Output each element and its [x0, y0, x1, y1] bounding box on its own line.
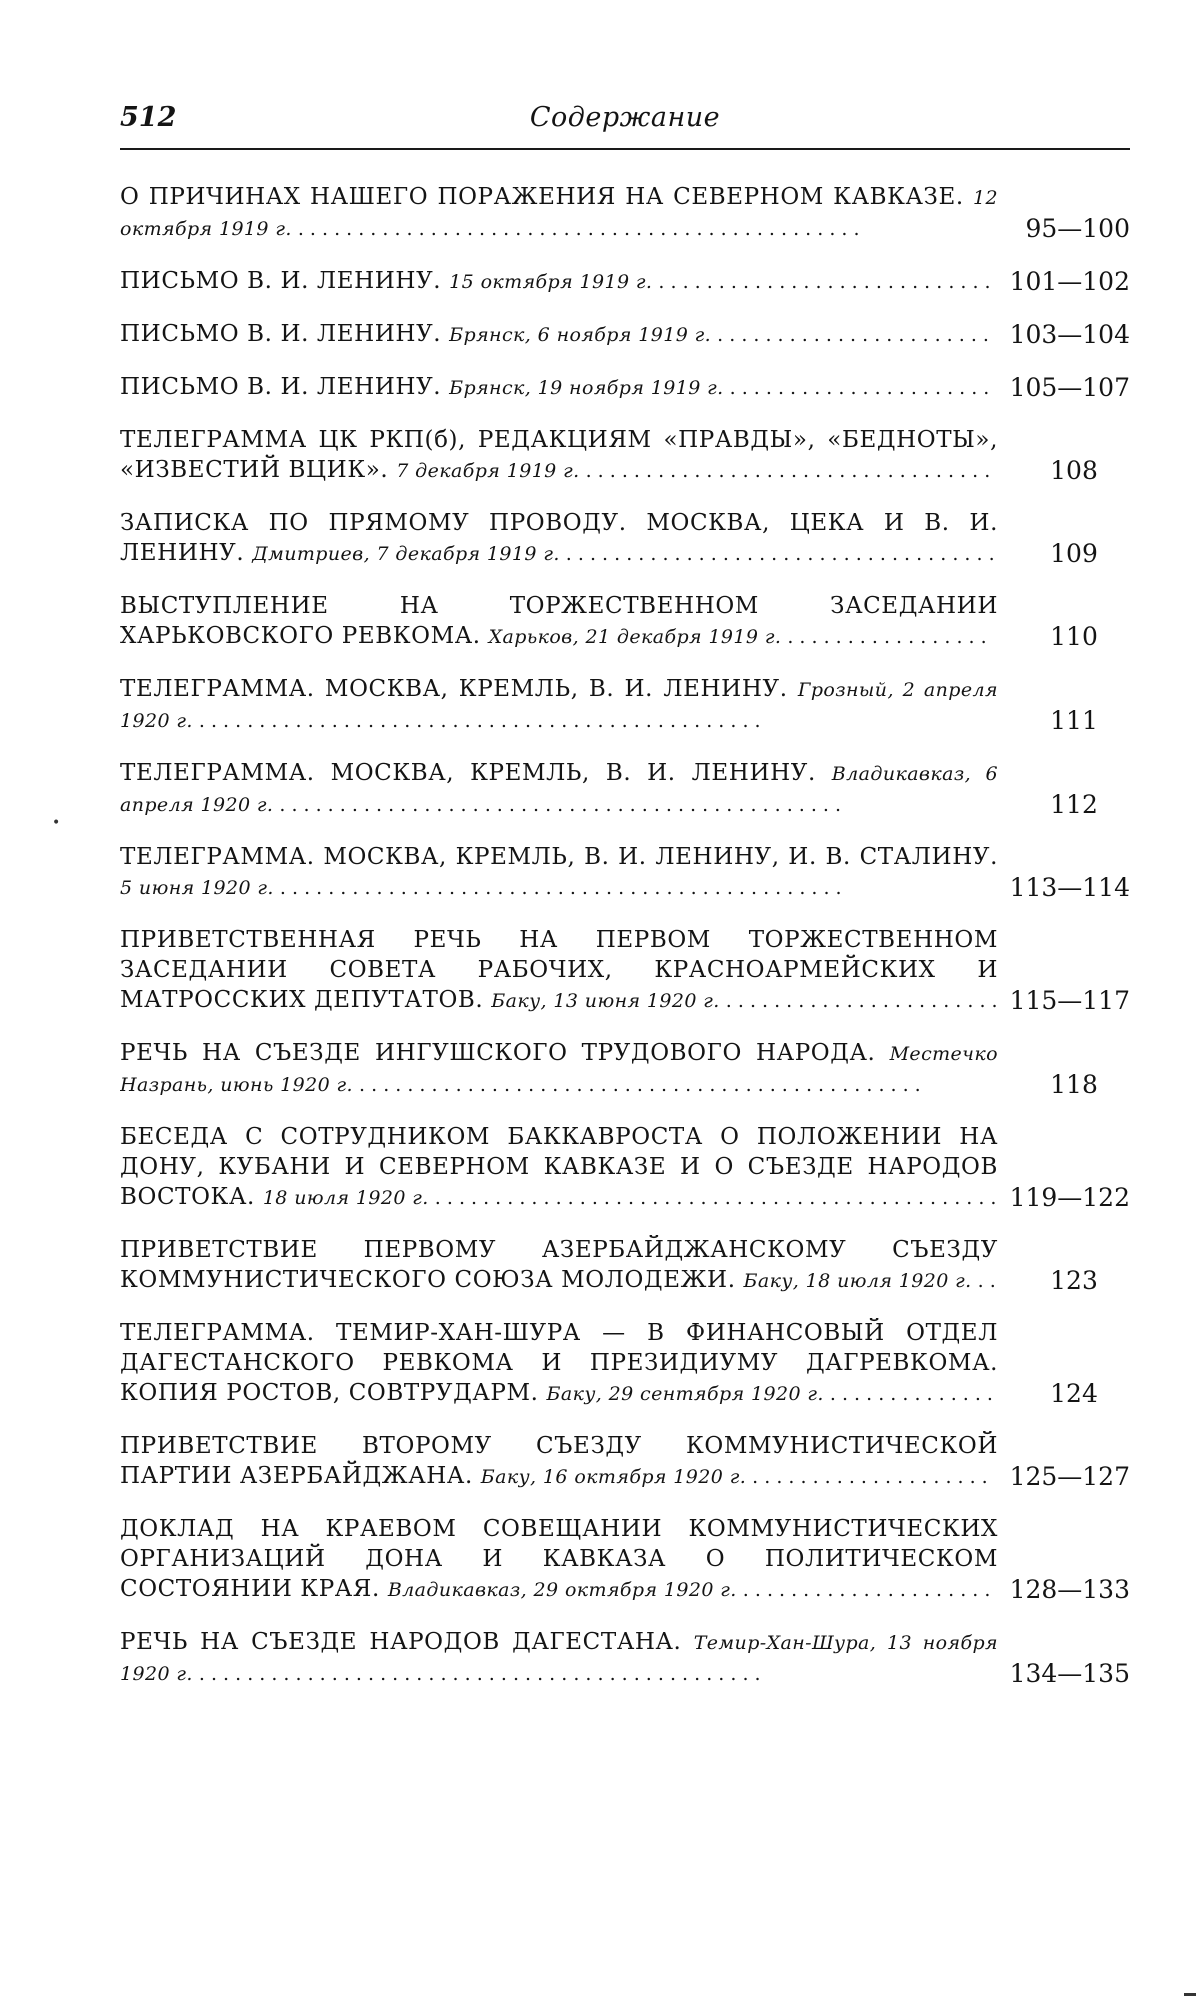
entry-title: ТЕЛЕГРАММА. МОСКВА, КРЕМЛЬ, В. И. ЛЕНИНУ, И. В. СТАЛИНУ.	[120, 844, 998, 870]
entry-pages: 103—104	[1009, 320, 1130, 349]
entry-title: ДОКЛАД НА КРАЕВОМ СОВЕЩАНИИ КОММУНИСТИЧЕСКИХ ОРГАНИЗАЦИЙ ДОНА И КАВКАЗА О ПОЛИТИЧЕСКОМ СОСТОЯНИИ КРАЯ.	[120, 1516, 998, 1602]
toc-entry	[120, 674, 1130, 736]
entry-text	[120, 674, 998, 736]
entry-text	[120, 182, 998, 244]
dot-leader: . . . . . . . . . . . . . . . . . . . . . . . . . . . .	[652, 271, 991, 293]
entry-pages: 113—114	[1009, 873, 1130, 902]
toc-entry	[120, 508, 1130, 569]
toc-entry	[120, 1431, 1130, 1492]
entry-title: ПИСЬМО В. И. ЛЕНИНУ.	[120, 321, 442, 347]
entry-place-date: Харьков, 21 декабря 1919 г.	[488, 626, 782, 648]
dot-leader: . . . . . . . . . . . . . . . . . . . . . . . . . . . . . . . . . .	[579, 460, 991, 482]
dot-leader: . . . . . . . . . . . . . . . . . . . . . . . . . . . . . . . . . . . . . . . . . . . . . . .	[353, 1074, 921, 1096]
dot-leader: . . . . . . . . . . . . . . . . . . . . . . . . . . . . . . . . . . . . . . . . . . . . . . .	[192, 710, 761, 732]
entry-title: ТЕЛЕГРАММА ЦК РКП(б), РЕДАКЦИЯМ «ПРАВДЫ», «БЕДНОТЫ», «ИЗВЕСТИЙ ВЦИК».	[120, 427, 998, 483]
toc-page	[120, 98, 1130, 1711]
entry-text	[120, 591, 998, 652]
entry-place-date: Темир-Хан-Шура, 13 ноября 1920 г.	[120, 1632, 998, 1685]
entry-text	[120, 1235, 998, 1296]
entry-pages: 95—100	[1025, 214, 1130, 243]
toc-entry	[120, 319, 1130, 350]
entry-title: ПИСЬМО В. И. ЛЕНИНУ.	[120, 374, 442, 400]
entry-title: БЕСЕДА С СОТРУДНИКОМ БАККАВРОСТА О ПОЛОЖЕНИИ НА ДОНУ, КУБАНИ И СЕВЕРНОМ КАВКАЗЕ И О СЪЕЗДЕ НАРОДОВ ВОСТОКА.	[120, 1124, 998, 1210]
entry-pages: 115—117	[1009, 986, 1130, 1015]
entry-text	[120, 1318, 998, 1409]
entry-title: ТЕЛЕГРАММА. ТЕМИР-ХАН-ШУРА — В ФИНАНСОВЫЙ ОТДЕЛ ДАГЕСТАНСКОГО РЕВКОМА И ПРЕЗИДИУМУ ДАГРЕВКОМА. КОПИЯ РОСТОВ, СОВТРУДАРМ.	[120, 1320, 998, 1406]
entry-pages: 118	[1050, 1070, 1098, 1099]
dot-leader: . . . . . . . . . . . . . . . . . . . . . . .	[719, 990, 998, 1012]
entry-text	[120, 1627, 998, 1689]
toc-entries	[120, 182, 1130, 1689]
entry-title: О ПРИЧИНАХ НАШЕГО ПОРАЖЕНИЯ НА СЕВЕРНОМ КАВКАЗЕ.	[120, 184, 964, 210]
entry-pages: 125—127	[1009, 1462, 1130, 1491]
dot-leader: . .	[971, 1270, 996, 1292]
entry-place-date: Грозный, 2 апреля 1920 г.	[120, 679, 998, 732]
entry-place-date: 12 октября 1919 г.	[120, 187, 998, 240]
entry-text	[120, 1122, 998, 1213]
entry-pages: 123	[1050, 1266, 1098, 1295]
toc-entry	[120, 925, 1130, 1016]
entry-title: ПРИВЕТСТВЕННАЯ РЕЧЬ НА ПЕРВОМ ТОРЖЕСТВЕННОМ ЗАСЕДАНИИ СОВЕТА РАБОЧИХ, КРАСНОАРМЕЙСКИХ И МАТРОССКИХ ДЕПУТАТОВ.	[120, 927, 998, 1013]
entry-place-date: Баку, 13 июня 1920 г.	[491, 990, 720, 1012]
entry-text	[120, 1514, 998, 1605]
entry-place-date: 7 декабря 1919 г.	[396, 460, 580, 482]
dot-leader: . . . . . . . . . . . . . . . . . . . .	[746, 1466, 988, 1488]
toc-entry	[120, 591, 1130, 652]
dot-leader: . . . . . . . . . . . . . . . . . . . . . . . . . . . . . . . . . . . . . . . . . . . . . . .	[192, 1663, 761, 1685]
entry-place-date: 5 июня 1920 г.	[120, 877, 274, 899]
entry-text	[120, 1431, 998, 1492]
dot-leader: . . . . . . . . . . . . . . . . .	[781, 626, 987, 648]
entry-title: РЕЧЬ НА СЪЕЗДЕ НАРОДОВ ДАГЕСТАНА.	[120, 1629, 682, 1655]
entry-place-date: Дмитриев, 7 декабря 1919 г.	[252, 543, 560, 565]
toc-entry	[120, 1318, 1130, 1409]
entry-place-date: Владикавказ, 29 октября 1920 г.	[387, 1579, 737, 1601]
entry-pages: 134—135	[1009, 1659, 1130, 1688]
entry-text	[120, 925, 998, 1016]
entry-pages: 110	[1050, 622, 1098, 651]
toc-entry	[120, 1038, 1130, 1100]
toc-entry	[120, 842, 1130, 903]
entry-pages: 128—133	[1009, 1575, 1130, 1604]
entry-pages: 101—102	[1009, 267, 1130, 296]
dot-leader: . . . . . . . . . . . . . . . . . . . . . . .	[711, 324, 989, 346]
toc-entry	[120, 1514, 1130, 1605]
page-number: 512	[120, 102, 177, 133]
page-header	[120, 98, 1130, 150]
entry-title: ЗАПИСКА ПО ПРЯМОМУ ПРОВОДУ. МОСКВА, ЦЕКА И В. И. ЛЕНИНУ.	[120, 510, 998, 566]
dot-leader: . . . . . . . . . . . . . . . . . . . . . . . . . . . . . . . . . . . . . . . . . . . . . . .	[291, 218, 860, 240]
entry-title: ПРИВЕТСТВИЕ ВТОРОМУ СЪЕЗДУ КОММУНИСТИЧЕСКОЙ ПАРТИИ АЗЕРБАЙДЖАНА.	[120, 1433, 998, 1489]
entry-text	[120, 1038, 998, 1100]
entry-title: РЕЧЬ НА СЪЕЗДЕ ИНГУШСКОГО ТРУДОВОГО НАРОДА.	[120, 1040, 876, 1066]
dot-leader: . . . . . . . . . . . . . . . . . . . . . . . . . . . . . . . . . . . . . . . . . . . . . . .	[273, 794, 842, 816]
toc-entry	[120, 1627, 1130, 1689]
entry-place-date: Баку, 18 июля 1920 г.	[743, 1270, 972, 1292]
entry-pages: 111	[1050, 706, 1098, 735]
corner-mark	[1184, 1993, 1196, 1996]
entry-text	[120, 372, 998, 403]
entry-text	[120, 319, 998, 350]
entry-text	[120, 758, 998, 820]
entry-pages: 108	[1050, 456, 1098, 485]
entry-place-date: Местечко Назрань, июнь 1920 г.	[120, 1043, 998, 1096]
toc-entry	[120, 425, 1130, 486]
toc-entry	[120, 1235, 1130, 1296]
toc-entry	[120, 758, 1130, 820]
entry-place-date: Брянск, 19 ноября 1919 г.	[449, 377, 724, 399]
entry-place-date: Брянск, 6 ноября 1919 г.	[449, 324, 712, 346]
entry-title: ПРИВЕТСТВИЕ ПЕРВОМУ АЗЕРБАЙДЖАНСКОМУ СЪЕЗДУ КОММУНИСТИЧЕСКОГО СОЮЗА МОЛОДЕЖИ.	[120, 1237, 998, 1293]
margin-dot: •	[52, 815, 61, 831]
entry-place-date: Баку, 16 октября 1920 г.	[480, 1466, 747, 1488]
entry-text	[120, 266, 998, 297]
entry-title: ТЕЛЕГРАММА. МОСКВА, КРЕМЛЬ, В. И. ЛЕНИНУ.	[120, 676, 788, 702]
entry-place-date: Владикавказ, 6 апреля 1920 г.	[120, 763, 998, 816]
entry-title: ТЕЛЕГРАММА. МОСКВА, КРЕМЛЬ, В. И. ЛЕНИНУ.	[120, 760, 816, 786]
entry-pages: 112	[1050, 790, 1098, 819]
entry-text	[120, 425, 998, 486]
entry-place-date: 15 октября 1919 г.	[449, 271, 653, 293]
dot-leader: . . . . . . . . . . . . . . . . . . . . . . . . . . . . . . . . . . . . . . . . . . . . . . .	[273, 877, 842, 899]
toc-entry	[120, 1122, 1130, 1213]
toc-entry	[120, 266, 1130, 297]
entry-pages: 124	[1050, 1379, 1098, 1408]
entry-place-date: Баку, 29 сентября 1920 г.	[546, 1383, 824, 1405]
entry-title: ВЫСТУПЛЕНИЕ НА ТОРЖЕСТВЕННОМ ЗАСЕДАНИИ ХАРЬКОВСКОГО РЕВКОМА.	[120, 593, 998, 649]
dot-leader: . . . . . . . . . . . . . . . . . . . . . . . . . . . . . . . . . . . .	[559, 543, 995, 565]
entry-title: ПИСЬМО В. И. ЛЕНИНУ.	[120, 268, 442, 294]
running-title: Содержание	[529, 102, 721, 133]
entry-pages: 109	[1050, 539, 1098, 568]
dot-leader: . . . . . . . . . . . . . . . . . . . . . .	[723, 377, 990, 399]
entry-pages: 105—107	[1009, 373, 1130, 402]
dot-leader: . . . . . . . . . . . . . . . . . . . . . . . . . . . . . . . . . . . . . . . . . . . . . . .	[428, 1187, 997, 1209]
entry-text	[120, 508, 998, 569]
entry-pages: 119—122	[1009, 1183, 1130, 1212]
dot-leader: . . . . . . . . . . . . . .	[823, 1383, 993, 1405]
toc-entry	[120, 372, 1130, 403]
toc-entry	[120, 182, 1130, 244]
entry-place-date: 18 июля 1920 г.	[262, 1187, 429, 1209]
dot-leader: . . . . . . . . . . . . . . . . . . . . .	[736, 1579, 991, 1601]
entry-text	[120, 842, 998, 903]
